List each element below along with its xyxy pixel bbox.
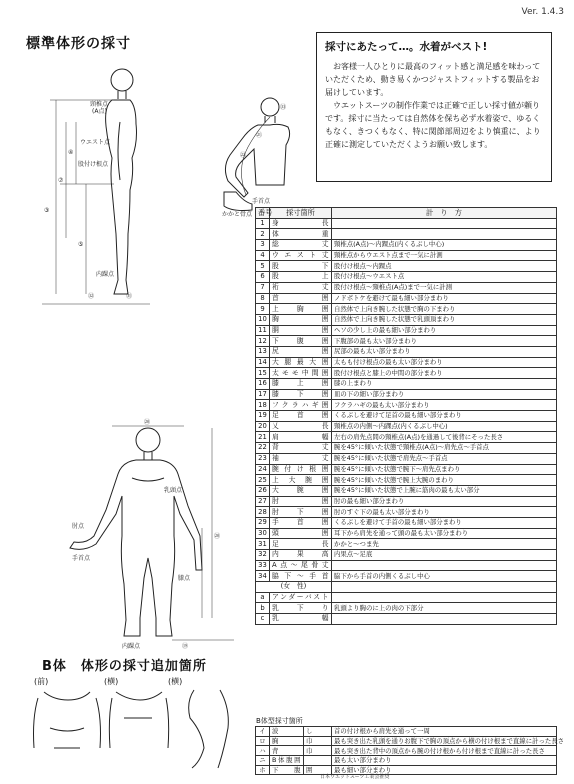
section-b-title: B体 体形の採寸追加箇所 — [42, 659, 207, 674]
row-number: 1 — [256, 218, 270, 229]
female-row-location: アンダーバスト — [270, 592, 332, 603]
row-method: 膝の上まわり — [332, 379, 557, 390]
label-num-7: ⑦ — [58, 177, 64, 184]
table-row — [256, 272, 557, 283]
table-header-row — [256, 208, 557, 219]
row-method: 股付け根点と膝上の中間の部分まわり — [332, 368, 557, 379]
female-row-method — [332, 614, 557, 625]
row-number: 2 — [256, 229, 270, 240]
row-method: 自然体で上向き腕した状態で胸の下まわり — [332, 304, 557, 315]
row-method: 左右の肩先点間の頸椎点(A点)を通過して後背にそった長さ — [332, 432, 557, 443]
row-location: 頭囲 — [270, 528, 332, 539]
row-method: 太もも付け根点の最も太い部分まわり — [332, 357, 557, 368]
btype-row-method: 最も太い部分まわり — [332, 756, 557, 766]
row-location: A点～尾骨丈 — [270, 560, 332, 571]
row-method: 耳下から肩先を通って頭の最も太い部分まわり — [332, 528, 557, 539]
table-row — [256, 400, 557, 411]
btype-row-location: B体腹囲 — [270, 756, 304, 766]
label-neck-point: 頸椎点 — [90, 101, 109, 108]
female-row-letter: b — [256, 603, 270, 614]
btype-row-location: 波 — [270, 727, 304, 737]
row-number: 9 — [256, 304, 270, 315]
row-number: 11 — [256, 325, 270, 336]
row-method: 股付け根点～ウエスト点 — [332, 272, 557, 283]
female-row-method — [332, 592, 557, 603]
btype-row-suffix: し — [304, 727, 332, 737]
row-location: 身長 — [270, 218, 332, 229]
row-number: 18 — [256, 400, 270, 411]
label-num-30: ⑳ — [144, 419, 151, 426]
table-row — [256, 218, 557, 229]
btype-row-location: 下腹 — [270, 765, 304, 775]
row-method: 脇下から手首の内側くるぶし中心 — [332, 571, 557, 582]
row-number: 34 — [256, 571, 270, 582]
view-label-side-2: (横) — [168, 677, 183, 686]
row-location: 腕付け根囲 — [270, 464, 332, 475]
row-number: 29 — [256, 517, 270, 528]
btype-row-letter: ニ — [256, 756, 270, 766]
btype-row-suffix — [304, 756, 332, 766]
label-num-20: ⑳ — [214, 533, 221, 540]
side-body-outline — [106, 69, 137, 294]
row-location: 胴囲 — [270, 325, 332, 336]
row-location: 内果高 — [270, 550, 332, 561]
table-row — [256, 314, 557, 325]
table-row — [256, 368, 557, 379]
row-number: 5 — [256, 261, 270, 272]
row-location: 太モモ中間囲 — [270, 368, 332, 379]
btype-row — [256, 746, 557, 756]
row-location: 体重 — [270, 229, 332, 240]
btype-table — [255, 726, 565, 775]
female-row-method: 乳頭より胸のに上の肉の下部分 — [332, 603, 557, 614]
row-number: 25 — [256, 475, 270, 486]
row-number: 4 — [256, 250, 270, 261]
row-number: 20 — [256, 421, 270, 432]
row-method: 頸椎点からウエスト点まで一気に計測 — [332, 250, 557, 261]
notice-paragraph-1: お客様一人ひとりに最高のフィット感と満足感を味わっていただくため、動き易くかつジャストフィットする製品をお届けしています。 — [325, 62, 541, 97]
row-number: 15 — [256, 368, 270, 379]
row-location: 膝上囲 — [270, 379, 332, 390]
label-heel: かかと骨点 — [222, 211, 253, 218]
label-inner-ankle: 内踝点 — [96, 271, 115, 278]
row-method: 股付け根点～内踝点 — [332, 261, 557, 272]
label-num-22: ㉒ — [240, 152, 247, 159]
row-location: 上胸囲 — [270, 304, 332, 315]
row-location: 袖丈 — [270, 453, 332, 464]
btype-row-suffix: 巾 — [304, 746, 332, 756]
btype-row-letter: ハ — [256, 746, 270, 756]
female-header: (女 性) — [256, 582, 332, 593]
row-method: 頸椎点の内側～内踝点(内くるぶし中心) — [332, 421, 557, 432]
table-row — [256, 528, 557, 539]
table-row — [256, 571, 557, 582]
label-num-4: ④ — [68, 149, 74, 156]
b-front-torso — [34, 692, 101, 748]
btype-row-suffix: 巾 — [304, 736, 332, 746]
btype-table-body — [256, 727, 565, 775]
btype-row-method: 首の付け根から肩先を通って一周 — [332, 727, 557, 737]
row-location: 胸囲 — [270, 314, 332, 325]
row-location: フクラハギ囲 — [270, 400, 332, 411]
row-number: 30 — [256, 528, 270, 539]
table-row — [256, 411, 557, 422]
table-row — [256, 282, 557, 293]
row-method: 内果点～足底 — [332, 550, 557, 561]
row-number: 21 — [256, 432, 270, 443]
row-location: 手首囲 — [270, 517, 332, 528]
label-num-3: ③ — [44, 207, 50, 214]
row-number: 19 — [256, 411, 270, 422]
row-method: 股付け根点～頸椎点(A点)まで一気に計測 — [332, 282, 557, 293]
row-location: 肘囲 — [270, 496, 332, 507]
row-number: 17 — [256, 389, 270, 400]
row-number: 22 — [256, 443, 270, 454]
label-neck-point-sub: (A点) — [92, 108, 107, 115]
row-method: くるぶしを避けて手首の最も細い部分まわり — [332, 517, 557, 528]
btype-row — [256, 736, 557, 746]
row-method: 皿の下の細い部分まわり — [332, 389, 557, 400]
table-row — [256, 240, 557, 251]
row-method: 腕を45°に傾いた状態で頸椎点(A点)～肩先点～手首点 — [332, 443, 557, 454]
row-location: 肘下囲 — [270, 507, 332, 518]
btype-row-suffix: 囲 — [304, 765, 332, 775]
table-row — [256, 261, 557, 272]
row-number: 24 — [256, 464, 270, 475]
table-row — [256, 357, 557, 368]
notice-box — [316, 32, 552, 182]
label-nipple: 乳頭点 — [164, 487, 183, 494]
row-method: 腕を45°に傾いた状態で上腕に筋肉の最も太い部分 — [332, 485, 557, 496]
row-number: 31 — [256, 539, 270, 550]
row-method: かかと～つま先 — [332, 539, 557, 550]
female-header-row — [256, 582, 557, 593]
table-row — [256, 560, 557, 571]
row-number: 10 — [256, 314, 270, 325]
row-location: 総丈 — [270, 240, 332, 251]
label-crotch-point: 股付け根点 — [78, 161, 109, 168]
row-method: 尻部の最も太い部分まわり — [332, 346, 557, 357]
table-row — [256, 325, 557, 336]
btype-row — [256, 727, 557, 737]
table-row — [256, 507, 557, 518]
btype-row-letter: ホ — [256, 765, 270, 775]
female-row — [256, 603, 557, 614]
row-method: くるぶしを避けて足首の最も細い部分まわり — [332, 411, 557, 422]
row-location: 首囲 — [270, 293, 332, 304]
row-location: 裄丈 — [270, 282, 332, 293]
row-method — [332, 218, 557, 229]
row-number: 32 — [256, 550, 270, 561]
header-method: 計 り 方 — [332, 208, 557, 219]
row-number: 3 — [256, 240, 270, 251]
measurement-table — [255, 207, 557, 625]
row-location: 膝下囲 — [270, 389, 332, 400]
row-location: 足首囲 — [270, 411, 332, 422]
row-number: 23 — [256, 453, 270, 464]
row-number: 33 — [256, 560, 270, 571]
label-knee: 膝点 — [178, 575, 191, 582]
row-number: 26 — [256, 485, 270, 496]
row-number: 13 — [256, 346, 270, 357]
btype-row-location: 背 — [270, 746, 304, 756]
label-num-21: ㉑ — [256, 132, 263, 139]
table-row — [256, 485, 557, 496]
page-title: 標準体形の採寸 — [26, 36, 131, 52]
row-method: 腕を45°に傾いた状態で肩先点～手首点 — [332, 453, 557, 464]
row-number: 12 — [256, 336, 270, 347]
female-row-location: 乳幅 — [270, 614, 332, 625]
table-row — [256, 389, 557, 400]
b-back-torso — [109, 692, 168, 748]
row-method: 肘の最も細い部分まわり — [332, 496, 557, 507]
front-body-outline — [70, 428, 202, 636]
table-row — [256, 250, 557, 261]
row-number: 6 — [256, 272, 270, 283]
row-method: 腕を45°に傾いた状態で腕下～肩先点まわり — [332, 464, 557, 475]
row-location: 肩幅 — [270, 432, 332, 443]
label-num-33: ㉝ — [280, 104, 287, 111]
btype-row-letter: イ — [256, 727, 270, 737]
row-number: 16 — [256, 379, 270, 390]
row-location: 上大腕囲 — [270, 475, 332, 486]
b-side-torso — [189, 690, 229, 768]
label-num-32: ㉜ — [88, 293, 95, 300]
row-number: 14 — [256, 357, 270, 368]
female-header-blank — [332, 582, 557, 593]
row-method: 下腹部の最も太い部分まわり — [332, 336, 557, 347]
back-arm-outline — [225, 98, 289, 197]
btype-row — [256, 765, 557, 775]
table-row — [256, 517, 557, 528]
btype-row — [256, 756, 557, 766]
table-row — [256, 421, 557, 432]
btype-caption: B体型採寸箇所 — [256, 717, 303, 725]
row-number: 8 — [256, 293, 270, 304]
front-body-diagram — [52, 418, 248, 648]
label-wrist-point: 手首点 — [252, 198, 271, 205]
row-location: 大腿最大囲 — [270, 357, 332, 368]
row-location: 下腹囲 — [270, 336, 332, 347]
table-row — [256, 304, 557, 315]
label-num-19: ⑲ — [182, 643, 189, 650]
label-num-5: ⑤ — [78, 241, 84, 248]
row-method: 頸椎点(A点)～内踝点(内くるぶし中心) — [332, 240, 557, 251]
row-number: 7 — [256, 282, 270, 293]
label-waist-point: ウエスト点 — [80, 139, 111, 146]
btype-row-method: 最も突き出た乳頭を通りお腹下で胸の頂点から横の付け根まで直線に計った長さ — [332, 736, 557, 746]
btype-row-letter: ロ — [256, 736, 270, 746]
version-label: Ver. 1.4.3 — [521, 7, 564, 17]
label-elbow: 肘点 — [72, 523, 85, 530]
row-method: ヘソの少し上の最も細い部分まわり — [332, 325, 557, 336]
notice-paragraph-2: ウエットスーツの制作作業では正確で正しい採寸値が頼りです。採寸に当たっては自然体を保ち必ず水着姿で、ゆるくもなく、きつくもなく、特に関節部周辺をより慎重に、より正確に測定していただくようお願い致します。 — [325, 101, 541, 149]
female-row-location: 乳下り — [270, 603, 332, 614]
header-number: 番号 — [256, 208, 270, 219]
btype-row-location: 胸 — [270, 736, 304, 746]
table-row — [256, 539, 557, 550]
row-location: 股上 — [270, 272, 332, 283]
table-row — [256, 464, 557, 475]
footer-note: 日本ウエットスーツ工業会推奨 — [320, 774, 390, 780]
measurement-table-body — [256, 218, 557, 624]
row-method: 腕を45°に傾いた状態で腕上大腕のまわり — [332, 475, 557, 486]
row-number: 28 — [256, 507, 270, 518]
label-num-31: ㉛ — [126, 293, 133, 300]
table-row — [256, 379, 557, 390]
row-method — [332, 560, 557, 571]
label-shin: 内踝点 — [122, 643, 141, 650]
row-location: ウエスト丈 — [270, 250, 332, 261]
female-row — [256, 592, 557, 603]
row-location: 脇下～手首 — [270, 571, 332, 582]
table-row — [256, 550, 557, 561]
row-method — [332, 229, 557, 240]
row-location: 尻囲 — [270, 346, 332, 357]
row-method: 肘のすぐ下の最も太い部分まわり — [332, 507, 557, 518]
b-type-diagrams — [24, 688, 244, 772]
row-method: 自然体で上向き腕した状態で乳頭頂まわり — [332, 314, 557, 325]
table-row — [256, 293, 557, 304]
table-row — [256, 336, 557, 347]
notice-title: 採寸にあたって…。水着がベスト! — [325, 41, 488, 53]
row-location: 股下 — [270, 261, 332, 272]
row-method: フクラハギの最も太い部分まわり — [332, 400, 557, 411]
view-label-front: (前) — [34, 677, 49, 686]
header-location: 採寸箇所 — [270, 208, 332, 219]
row-number: 27 — [256, 496, 270, 507]
row-location: 乂長 — [270, 421, 332, 432]
row-location: 足長 — [270, 539, 332, 550]
female-row-letter: a — [256, 592, 270, 603]
table-row — [256, 496, 557, 507]
table-row — [256, 346, 557, 357]
btype-row-method: 最も細い部分まわり — [332, 765, 557, 775]
table-row — [256, 475, 557, 486]
table-row — [256, 453, 557, 464]
row-location: 背丈 — [270, 443, 332, 454]
table-row — [256, 443, 557, 454]
side-body-diagram — [20, 62, 170, 310]
female-row — [256, 614, 557, 625]
table-row — [256, 229, 557, 240]
btype-row-method: 最も突き出た背中の頂点から腕の付け根から付け根まで直線に計った長さ — [332, 746, 557, 756]
female-row-letter: c — [256, 614, 270, 625]
label-hand: 手首点 — [72, 555, 91, 562]
row-method: ノドボトケを避けて最も細い部分まわり — [332, 293, 557, 304]
row-location: 大腕囲 — [270, 485, 332, 496]
view-label-side-1: (横) — [104, 677, 119, 686]
heel-diagram — [218, 188, 258, 218]
table-row — [256, 432, 557, 443]
